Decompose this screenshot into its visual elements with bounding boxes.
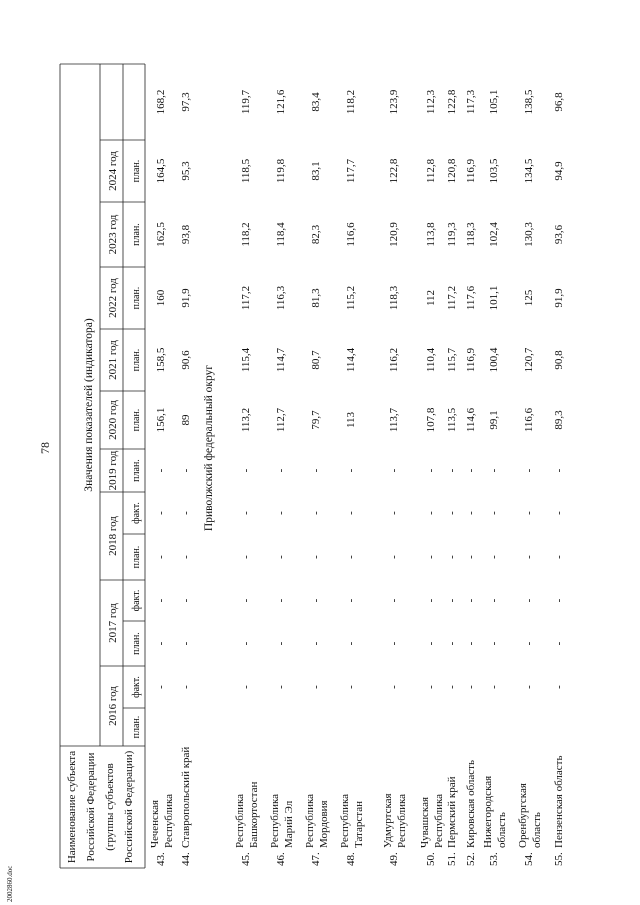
row-value-cell: 134,5: [523, 158, 535, 184]
row-value-cell: -: [345, 555, 357, 559]
row-value-cell: 103,5: [488, 158, 500, 184]
row-value-cell: -: [275, 468, 287, 473]
row-value-cell: -: [488, 468, 500, 473]
header-sub-plan: план.: [131, 715, 142, 739]
row-value-cell: 115,7: [446, 347, 458, 373]
row-value-cell: 160: [155, 289, 167, 307]
row-value-cell: -: [465, 511, 477, 515]
row-value-cell: -: [310, 598, 322, 603]
row-value-cell: -: [553, 511, 565, 515]
row-region-name: область: [531, 812, 543, 848]
row-value-cell: -: [553, 555, 565, 559]
row-value-cell: 81,3: [310, 288, 322, 308]
row-value-cell: -: [310, 468, 322, 473]
row-value-cell: -: [240, 511, 252, 515]
row-value-cell: -: [465, 641, 477, 646]
row-value-cell: -: [553, 641, 565, 646]
row-value-cell: -: [345, 511, 357, 515]
row-value-cell: 116,3: [275, 285, 287, 311]
row-region-name: Башкортостан: [248, 781, 260, 848]
row-value-cell: -: [446, 641, 458, 646]
row-region-name: Республика: [433, 793, 445, 848]
row-value-cell: 116,2: [388, 347, 400, 373]
indicator-table: [60, 64, 565, 868]
row-value-cell: 112,7: [275, 407, 287, 433]
row-value-cell: 122,8: [388, 158, 400, 184]
row-value-cell: 122,8: [446, 89, 458, 115]
row-value-cell: 138,5: [523, 89, 535, 115]
header-sub-plan: план.: [131, 459, 142, 482]
header-sub-plan: план.: [131, 286, 142, 310]
row-region-name: Мордовия: [318, 800, 330, 848]
row-region-name: Республика: [163, 793, 175, 848]
row-value-cell: 118,5: [240, 158, 252, 184]
row-value-cell: 116,9: [465, 158, 477, 184]
row-value-cell: -: [465, 685, 477, 689]
row-value-cell: -: [553, 468, 565, 473]
row-value-cell: -: [446, 511, 458, 515]
row-value-cell: 118,4: [275, 222, 287, 247]
row-value-cell: -: [275, 598, 287, 603]
row-value-cell: 116,9: [465, 347, 477, 373]
row-region-name: Республика: [269, 793, 281, 848]
row-value-cell: -: [425, 468, 437, 473]
row-value-cell: -: [345, 685, 357, 689]
row-number: 53.: [488, 852, 500, 866]
row-region-name: Татарстан: [353, 801, 365, 848]
row-region-name: Республика: [396, 793, 408, 848]
row-number: 48.: [345, 852, 357, 866]
header-values-title: Значения показателей (индикатора): [83, 318, 95, 492]
row-value-cell: 91,9: [553, 288, 565, 308]
row-number: 51.: [446, 852, 458, 866]
row-value-cell: -: [488, 555, 500, 559]
row-region-name: Чеченская: [149, 799, 161, 848]
row-value-cell: -: [523, 511, 535, 515]
row-region-name: Удмуртская: [382, 793, 394, 848]
row-value-cell: -: [275, 641, 287, 646]
row-value-cell: -: [523, 555, 535, 559]
row-value-cell: -: [465, 598, 477, 603]
row-value-cell: 112,3: [425, 89, 437, 115]
row-value-cell: -: [155, 641, 167, 646]
row-value-cell: -: [155, 468, 167, 473]
row-value-cell: 120,8: [446, 158, 458, 184]
footer-doc-code: 2002860.doc: [6, 865, 14, 902]
header-region-line: Российской Федерации: [85, 752, 97, 862]
row-number: 54.: [523, 852, 535, 866]
row-value-cell: -: [523, 598, 535, 603]
row-value-cell: -: [345, 468, 357, 473]
section-federal-district: Приволжский федеральный округ: [203, 364, 215, 532]
row-value-cell: 89: [180, 414, 192, 426]
row-region-name: Пермский край: [446, 776, 458, 848]
row-value-cell: 89,3: [553, 410, 565, 430]
row-value-cell: 113,7: [388, 407, 400, 433]
header-sub-fact: факт.: [131, 589, 142, 612]
row-value-cell: -: [425, 511, 437, 515]
header-sub-plan: план.: [131, 348, 142, 372]
row-value-cell: -: [523, 641, 535, 646]
header-year: 2024 год: [107, 151, 119, 191]
row-value-cell: -: [155, 511, 167, 515]
row-value-cell: -: [275, 555, 287, 559]
header-sub-fact: факт.: [131, 502, 142, 524]
header-sub-fact: факт.: [131, 676, 142, 698]
header-year: 2023 год: [107, 214, 119, 255]
header-region-line: Российской Федерации): [123, 750, 135, 864]
row-value-cell: 162,5: [155, 222, 167, 247]
header-year: 2017 год: [107, 603, 119, 643]
row-region-name: Ставропольский край: [180, 746, 192, 848]
row-value-cell: 164,5: [155, 158, 167, 184]
row-value-cell: 113,5: [446, 407, 458, 433]
row-value-cell: 112,8: [425, 158, 437, 184]
row-value-cell: 99,1: [488, 410, 500, 430]
row-value-cell: 115,2: [345, 285, 357, 311]
row-value-cell: -: [388, 598, 400, 603]
row-value-cell: 114,4: [345, 347, 357, 373]
row-value-cell: -: [155, 555, 167, 559]
row-value-cell: 156,1: [155, 407, 167, 433]
row-value-cell: 116,6: [523, 407, 535, 433]
row-value-cell: -: [553, 685, 565, 689]
row-value-cell: -: [310, 511, 322, 515]
row-value-cell: 117,3: [465, 89, 477, 115]
header-region-line: (группы субъектов: [104, 763, 116, 851]
row-value-cell: -: [488, 641, 500, 646]
row-value-cell: 117,2: [446, 285, 458, 311]
row-value-cell: -: [310, 641, 322, 646]
row-number: 47.: [310, 852, 322, 866]
row-value-cell: -: [240, 685, 252, 689]
row-value-cell: 93,6: [553, 224, 565, 245]
row-region-name: Пензенская область: [553, 755, 565, 848]
row-value-cell: -: [275, 685, 287, 689]
row-value-cell: -: [240, 641, 252, 646]
row-number: 50.: [425, 852, 437, 866]
row-value-cell: 117,2: [240, 285, 252, 311]
row-number: 45.: [240, 852, 252, 866]
row-value-cell: 130,3: [523, 222, 535, 247]
row-value-cell: 105,1: [488, 89, 500, 115]
row-value-cell: -: [488, 511, 500, 515]
row-value-cell: -: [388, 641, 400, 646]
row-value-cell: -: [388, 685, 400, 689]
header-sub-plan: план.: [131, 223, 142, 246]
row-value-cell: 118,2: [240, 222, 252, 247]
row-number: 55.: [553, 852, 565, 866]
row-value-cell: 102,4: [488, 222, 500, 247]
row-value-cell: 121,6: [275, 89, 287, 115]
row-value-cell: 110,4: [425, 347, 437, 373]
row-value-cell: 91,9: [180, 288, 192, 308]
row-value-cell: -: [180, 555, 192, 559]
row-value-cell: 90,6: [180, 350, 192, 370]
row-value-cell: 114,7: [275, 347, 287, 373]
header-year: 2021 год: [107, 340, 119, 380]
row-value-cell: 96,8: [553, 92, 565, 112]
header-sub-plan: план.: [131, 408, 142, 432]
row-value-cell: 118,2: [345, 89, 357, 115]
row-number: 44.: [180, 852, 192, 866]
row-region-name: область: [496, 812, 508, 848]
row-value-cell: -: [345, 641, 357, 646]
row-value-cell: 119,8: [275, 158, 287, 184]
row-value-cell: 113,2: [240, 407, 252, 433]
header-year: 2020 год: [107, 400, 119, 440]
row-value-cell: 97,3: [180, 92, 192, 112]
row-value-cell: -: [523, 468, 535, 473]
row-value-cell: 93,8: [180, 224, 192, 245]
row-value-cell: 80,7: [310, 350, 322, 370]
row-value-cell: -: [240, 598, 252, 603]
row-value-cell: 119,7: [240, 89, 252, 115]
row-value-cell: -: [446, 598, 458, 603]
row-value-cell: 90,8: [553, 350, 565, 370]
row-value-cell: 168,2: [155, 89, 167, 115]
row-value-cell: 113: [345, 411, 357, 429]
row-region-name: Республика: [339, 793, 351, 848]
row-value-cell: -: [523, 685, 535, 689]
row-value-cell: 158,5: [155, 347, 167, 373]
header-year: 2018 год: [107, 516, 119, 556]
header-year: 2022 год: [107, 278, 119, 318]
row-value-cell: -: [155, 685, 167, 689]
row-value-cell: 82,3: [310, 224, 322, 245]
row-value-cell: 114,6: [465, 407, 477, 433]
row-value-cell: -: [553, 598, 565, 603]
row-region-name: Республика: [234, 793, 246, 848]
row-value-cell: 119,3: [446, 222, 458, 247]
row-region-name: Нижегородская: [482, 775, 494, 848]
row-number: 43.: [155, 852, 167, 866]
row-value-cell: -: [488, 685, 500, 689]
row-value-cell: 101,1: [488, 285, 500, 311]
row-value-cell: -: [180, 641, 192, 646]
row-value-cell: -: [240, 555, 252, 559]
row-value-cell: -: [425, 555, 437, 559]
row-value-cell: -: [388, 555, 400, 559]
row-value-cell: -: [240, 468, 252, 473]
row-value-cell: -: [310, 555, 322, 559]
row-value-cell: 83,1: [310, 161, 322, 181]
row-value-cell: -: [446, 685, 458, 689]
row-value-cell: 113,8: [425, 222, 437, 247]
row-number: 49.: [388, 852, 400, 866]
row-value-cell: -: [425, 598, 437, 603]
row-value-cell: 125: [523, 289, 535, 307]
row-number: 46.: [275, 852, 287, 866]
header-sub-plan: план.: [131, 545, 142, 569]
row-value-cell: 115,4: [240, 347, 252, 373]
row-value-cell: -: [345, 598, 357, 603]
row-value-cell: 83,4: [310, 92, 322, 112]
row-value-cell: -: [425, 685, 437, 689]
row-value-cell: 79,7: [310, 410, 322, 430]
row-value-cell: 95,3: [180, 161, 192, 181]
row-value-cell: -: [465, 555, 477, 559]
row-value-cell: 118,3: [465, 222, 477, 247]
row-value-cell: -: [180, 598, 192, 603]
header-region-line: Наименование субъекта: [66, 750, 78, 864]
header-sub-plan: план.: [131, 632, 142, 655]
row-value-cell: 117,7: [345, 158, 357, 184]
row-value-cell: 117,6: [465, 285, 477, 311]
row-value-cell: -: [310, 685, 322, 689]
row-value-cell: -: [180, 685, 192, 689]
row-value-cell: -: [446, 555, 458, 559]
row-value-cell: 123,9: [388, 89, 400, 115]
row-value-cell: 100,4: [488, 347, 500, 373]
row-region-name: Чувашская: [419, 796, 431, 848]
header-year: 2016 год: [107, 686, 119, 726]
row-region-name: Кировская область: [465, 759, 477, 848]
row-value-cell: 116,6: [345, 222, 357, 247]
row-value-cell: -: [180, 468, 192, 473]
row-value-cell: -: [388, 511, 400, 515]
row-value-cell: 120,7: [523, 347, 535, 373]
row-region-name: Республика: [304, 793, 316, 848]
row-value-cell: 112: [425, 289, 437, 307]
row-value-cell: 94,9: [553, 161, 565, 181]
header-year: 2019 год: [107, 450, 119, 491]
row-value-cell: 120,9: [388, 222, 400, 247]
row-value-cell: -: [155, 598, 167, 603]
page-number: 78: [38, 442, 52, 454]
row-number: 52.: [465, 852, 477, 866]
row-value-cell: -: [465, 468, 477, 473]
row-value-cell: -: [180, 511, 192, 515]
row-value-cell: -: [388, 468, 400, 473]
row-value-cell: -: [425, 641, 437, 646]
row-value-cell: -: [446, 468, 458, 473]
row-region-name: Марий Эл: [283, 800, 295, 848]
row-region-name: Оренбургская: [517, 783, 529, 848]
row-value-cell: 118,3: [388, 285, 400, 311]
header-sub-plan: план.: [131, 159, 142, 183]
row-value-cell: -: [275, 511, 287, 515]
row-value-cell: 107,8: [425, 407, 437, 433]
row-value-cell: -: [488, 598, 500, 603]
